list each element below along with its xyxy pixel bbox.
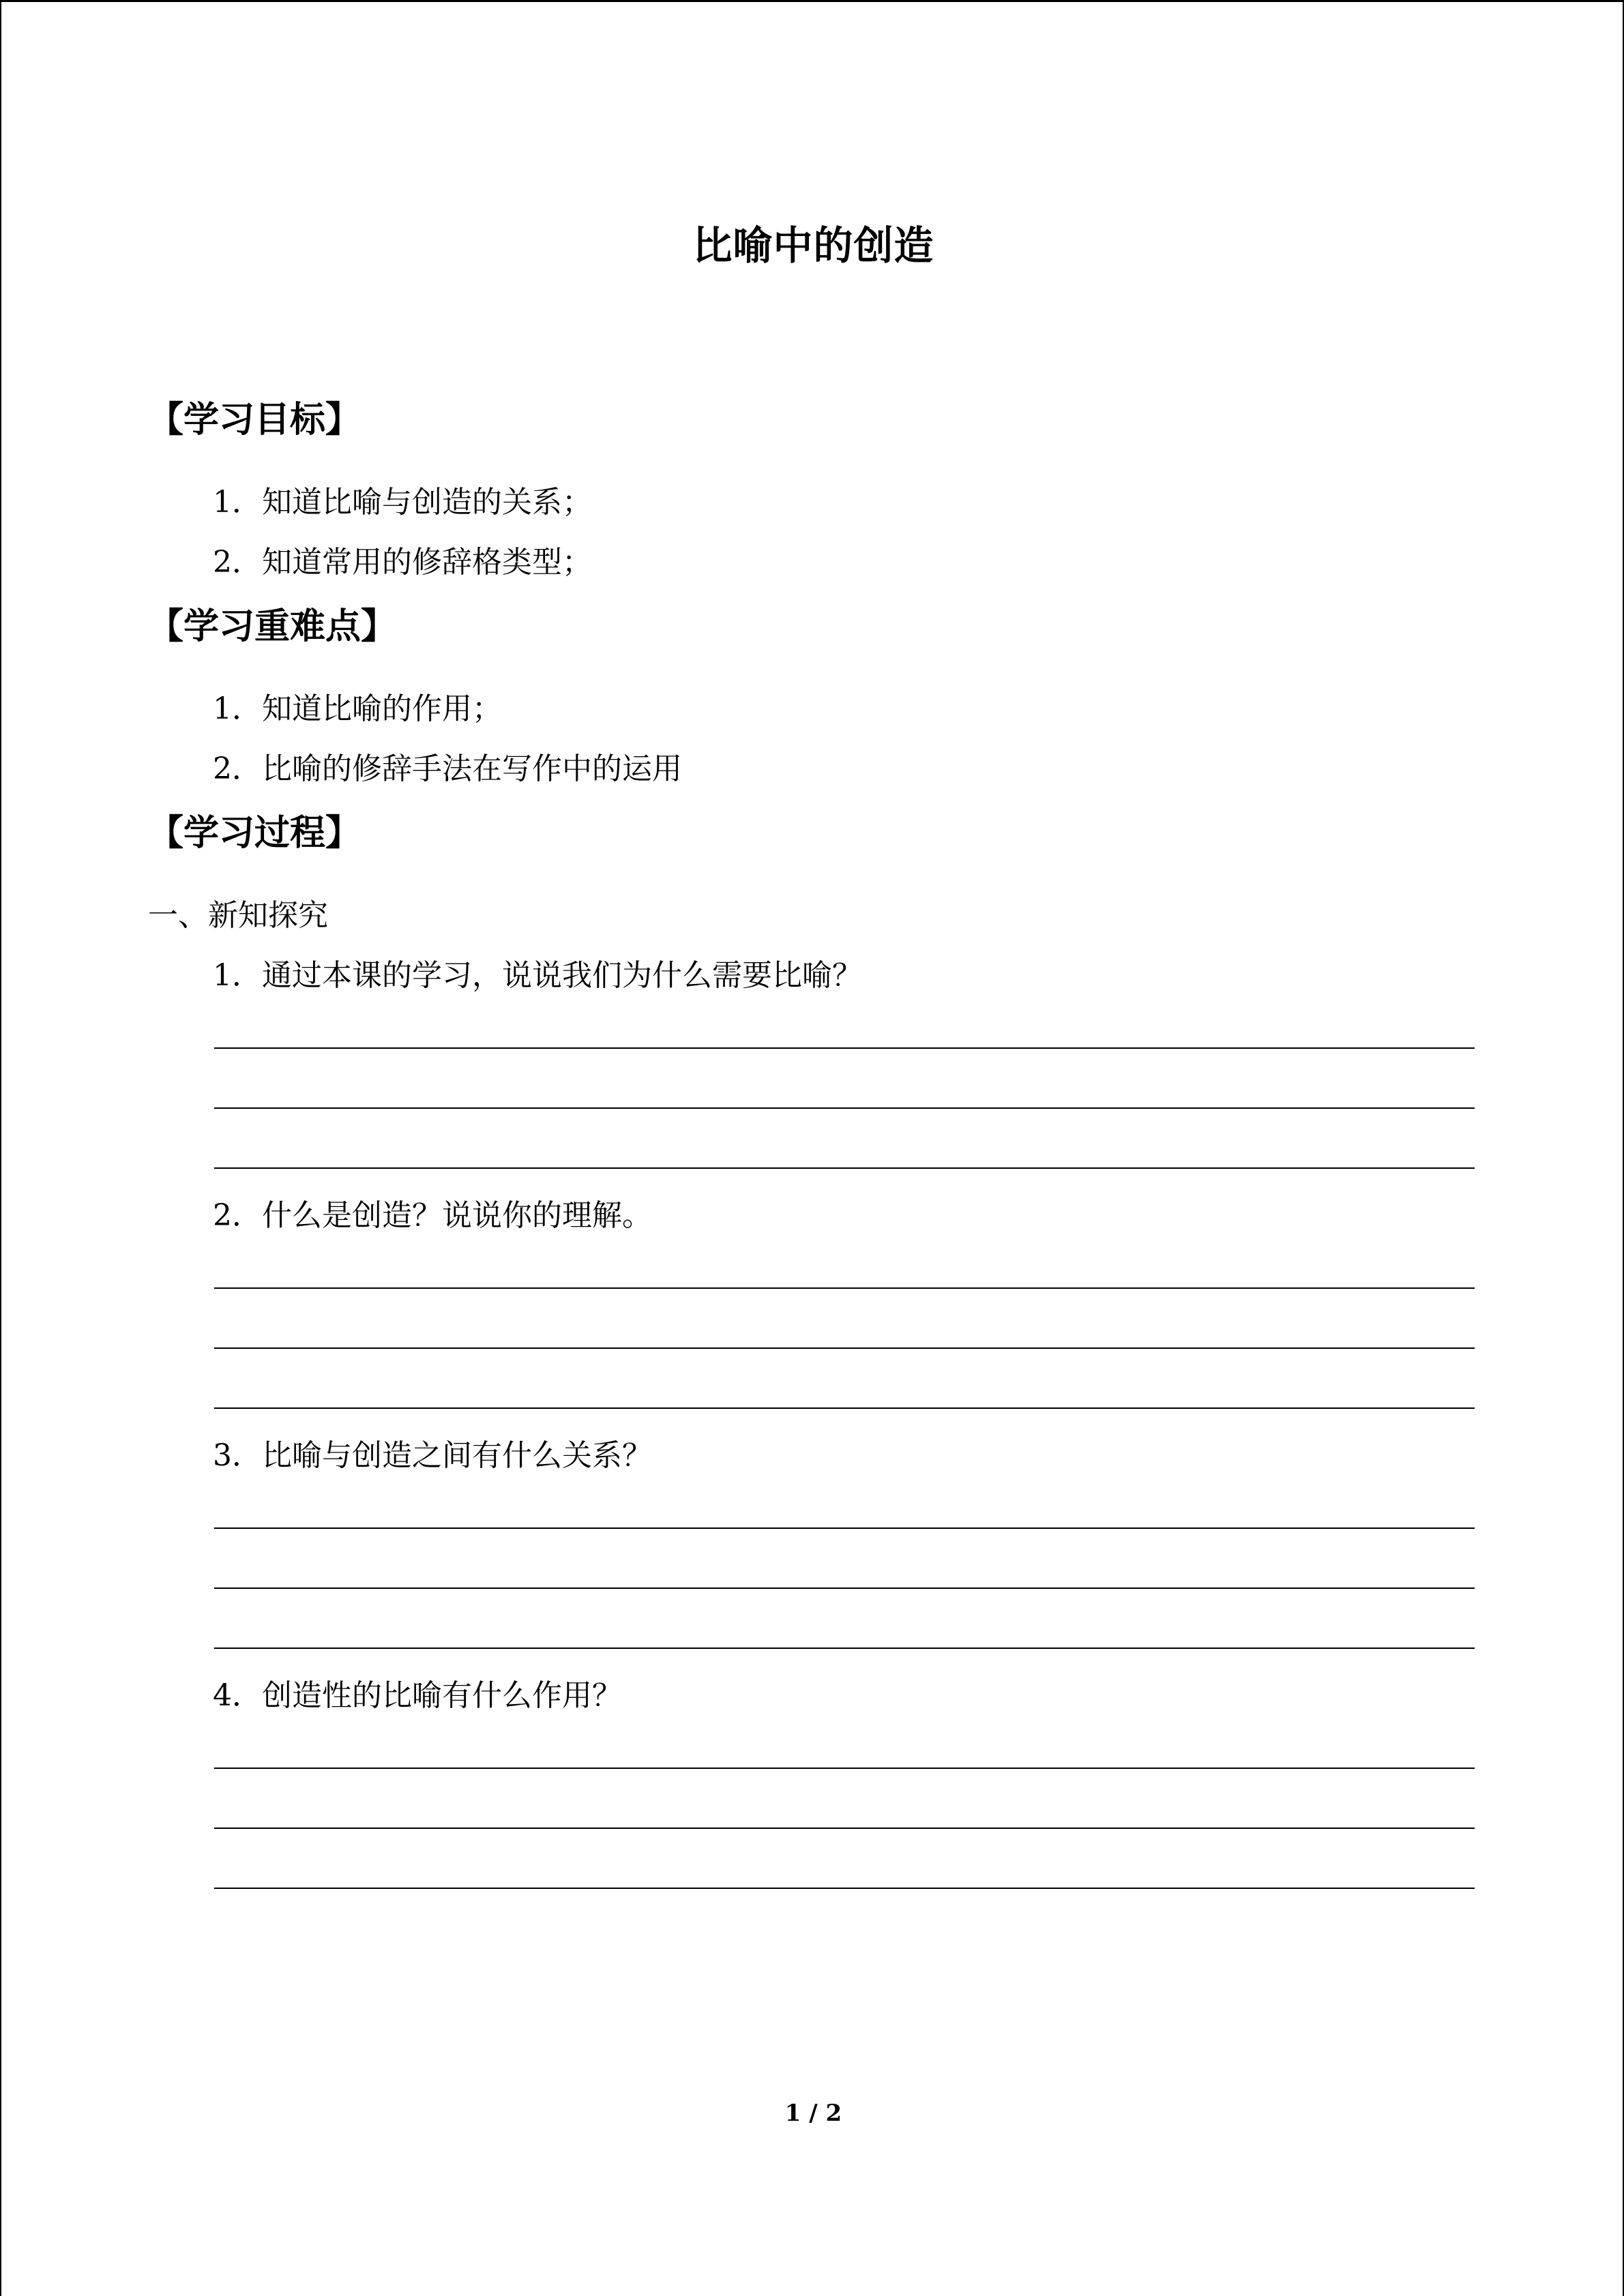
answer-line-q1-3[interactable] [214,1167,1475,1169]
objective-item-1: 1．知道比喻与创造的关系； [213,485,592,520]
question-4: 4．创造性的比喻有什么作用？ [213,1678,622,1713]
question-1: 1．通过本课的学习，说说我们为什么需要比喻？ [213,958,862,993]
key-points-heading: 【学习重难点】 [148,606,397,647]
objective-item-2: 2．知道常用的修辞格类型； [213,545,592,580]
section-new-knowledge: 一、新知探究 [148,898,328,933]
key-point-item-1: 1．知道比喻的作用； [213,691,502,726]
page-number: 1 / 2 [784,2100,842,2127]
question-2: 2．什么是创造？说说你的理解。 [213,1198,652,1233]
answer-line-q2-2[interactable] [214,1347,1475,1349]
answer-line-q4-3[interactable] [214,1888,1475,1889]
answer-line-q1-1[interactable] [214,1047,1475,1049]
objectives-heading: 【学习目标】 [148,400,361,441]
answer-line-q4-1[interactable] [214,1768,1475,1769]
answer-line-q4-2[interactable] [214,1828,1475,1829]
answer-line-q3-1[interactable] [214,1527,1475,1529]
answer-line-q2-1[interactable] [214,1287,1475,1289]
answer-line-q3-3[interactable] [214,1648,1475,1649]
answer-line-q2-3[interactable] [214,1407,1475,1409]
key-point-item-2: 2．比喻的修辞手法在写作中的运用 [213,751,682,786]
answer-line-q1-2[interactable] [214,1107,1475,1109]
process-heading: 【学习过程】 [148,813,361,854]
question-3: 3．比喻与创造之间有什么关系？ [213,1438,652,1473]
document-title: 比喻中的创造 [692,222,934,269]
answer-line-q3-2[interactable] [214,1587,1475,1589]
